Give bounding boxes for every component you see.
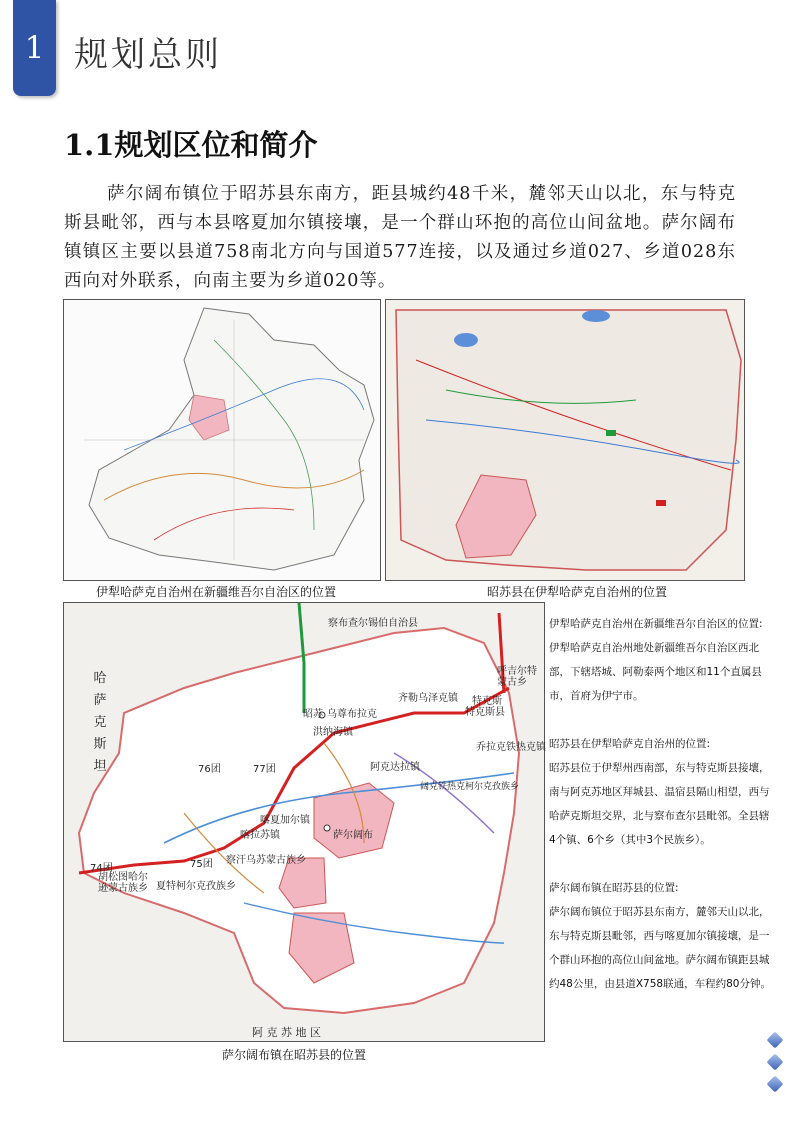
xinjiang-map bbox=[63, 299, 381, 581]
map3-label: 阿克达拉镇 bbox=[370, 762, 420, 773]
side-notes bbox=[549, 612, 773, 1020]
map3-label: 胡松图哈尔逊蒙古族乡 bbox=[98, 872, 148, 894]
ili-map-caption: 昭苏县在伊犁哈萨克自治州的位置 bbox=[487, 585, 668, 599]
map3-label: 夏特柯尔克孜族乡 bbox=[156, 881, 236, 892]
zhaosu-map-caption: 萨尔阔布镇在昭苏县的位置 bbox=[222, 1048, 367, 1062]
map3-label: 喀夏加尔镇 bbox=[260, 815, 310, 826]
map3-label: 特克斯县 bbox=[465, 707, 505, 718]
map3-label: 乌尊布拉克 bbox=[327, 709, 377, 720]
side-note bbox=[549, 876, 773, 996]
side-note-body: 伊犁哈萨克自治州地处新疆维吾尔自治区西北部，下辖塔城、阿勒泰两个地区和11个直属县市，首府为伊宁市。 bbox=[549, 642, 762, 702]
ili-map-graphic bbox=[386, 300, 744, 580]
map3-label: 洪纳海镇 bbox=[313, 727, 353, 738]
side-note-body: 昭苏县位于伊犁州西南部，东与特克斯县接壤，南与阿克苏地区拜城县、温宿县隔山相望，西与哈萨克斯坦交界，北与察布查尔县毗邻。全县辖4个镇、6个乡（其中3个民族乡）。 bbox=[549, 762, 770, 846]
diamond-decoration-icon bbox=[767, 1076, 784, 1093]
chapter-title: 规划总则 bbox=[74, 35, 222, 75]
intro-paragraph: 萨尔阔布镇位于昭苏县东南方，距县城约48千米，麓邻天山以北，东与特克斯县毗邻，西与本县喀夏加尔镇接壤，是一个群山环抱的高位山间盆地。萨尔阔布镇镇区主要以县道758南北方向与国道577连接，以及通过乡道027、乡道028东西向对外联系，向南主要为乡道020等。 bbox=[64, 184, 736, 291]
xinjiang-map-caption: 伊犁哈萨克自治州在新疆维吾尔自治区的位置 bbox=[96, 585, 337, 599]
map3-label: 呼吉尔特蒙古乡 bbox=[497, 666, 537, 688]
map3-label: 特克斯 bbox=[472, 696, 502, 707]
side-note bbox=[549, 732, 773, 852]
map3-label: 阔克铁热克柯尔克孜族乡 bbox=[420, 782, 520, 792]
ili-map bbox=[385, 299, 745, 581]
map3-label: 察汗乌苏蒙古族乡 bbox=[226, 855, 306, 866]
side-note bbox=[549, 612, 773, 708]
kazakhstan-label: 哈萨克斯坦 bbox=[93, 671, 107, 774]
map3-label: 76团 bbox=[198, 764, 221, 775]
map3-label: 齐勒乌泽克镇 bbox=[398, 693, 458, 704]
map3-label: 萨尔阔布 bbox=[333, 830, 373, 841]
map3-label: 昭苏 bbox=[303, 709, 323, 720]
section-title: 1.1规划区位和简介 bbox=[64, 128, 318, 162]
side-note-heading: 伊犁哈萨克自治州在新疆维吾尔自治区的位置: bbox=[549, 618, 763, 630]
chapter-number: 1 bbox=[24, 30, 45, 66]
map3-label: 74团 bbox=[90, 863, 113, 874]
diamond-decoration-icon bbox=[767, 1032, 784, 1049]
map3-label: 乔拉克铁热克镇 bbox=[476, 742, 546, 753]
xinjiang-map-graphic bbox=[64, 300, 380, 580]
map3-label: 喀拉苏镇 bbox=[240, 830, 280, 841]
side-note-body: 萨尔阔布镇位于昭苏县东南方，麓邻天山以北，东与特克斯县毗邻，西与喀夏加尔镇接壤，是一个群山环抱的高位山间盆地。萨尔阔布镇距县城约48公里，由县道X758联通，车程约80分钟。 bbox=[549, 906, 771, 990]
side-note-heading: 昭苏县在伊犁哈萨克自治州的位置: bbox=[549, 738, 711, 750]
map3-label: 77团 bbox=[253, 764, 276, 775]
chabuchaer-label: 察布查尔锡伯自治县 bbox=[328, 618, 418, 629]
map3-label: 75团 bbox=[190, 859, 213, 870]
aksu-label: 阿 克 苏 地 区 bbox=[252, 1026, 321, 1039]
side-note-heading: 萨尔阔布镇在昭苏县的位置: bbox=[549, 882, 679, 894]
diamond-decoration-icon bbox=[767, 1054, 784, 1071]
